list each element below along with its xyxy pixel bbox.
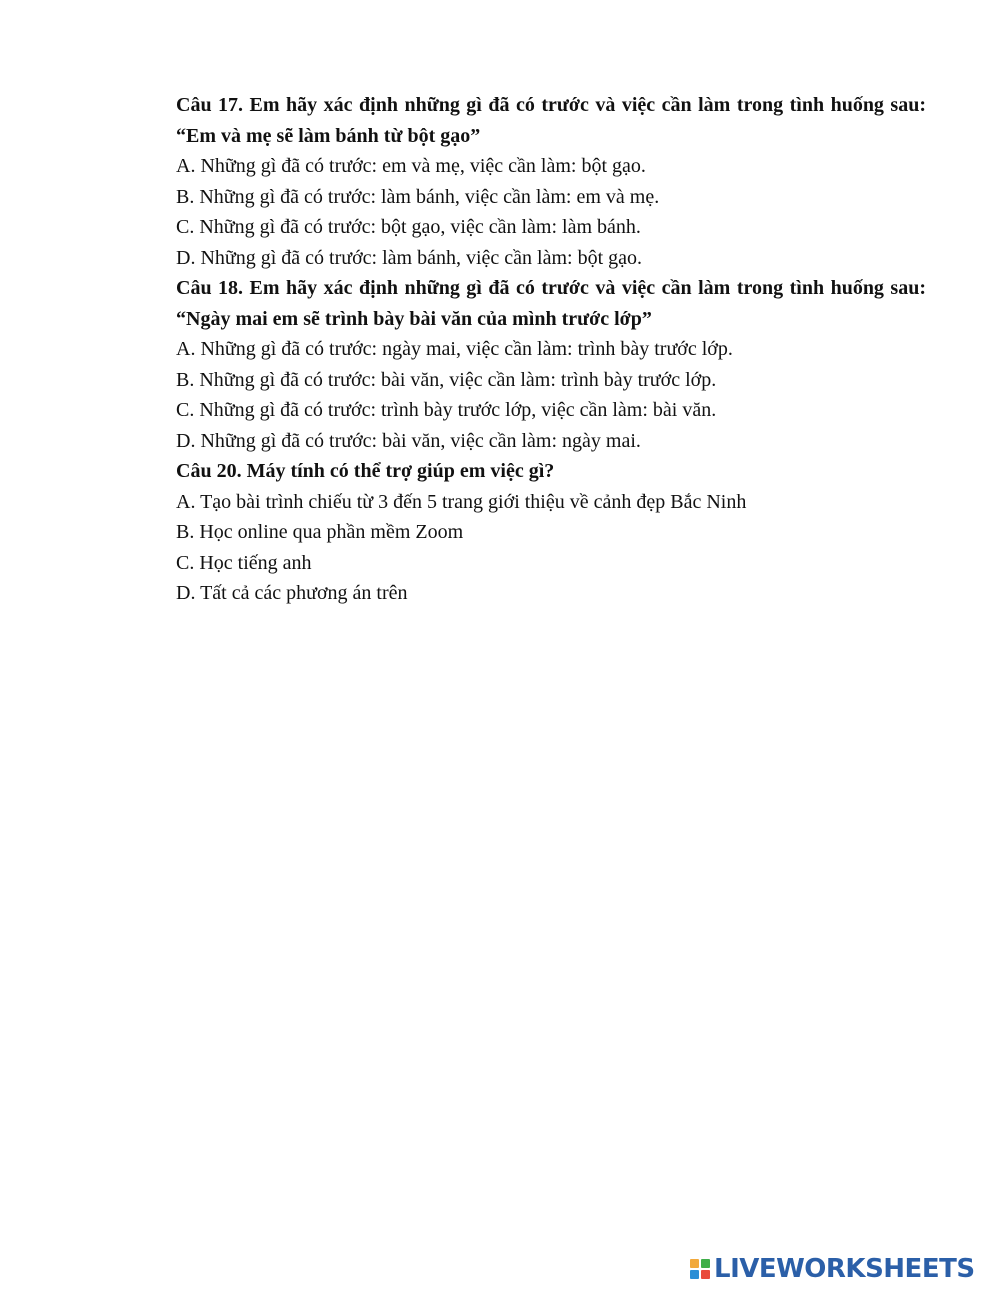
worksheet-page [176, 90, 926, 609]
option-d: D. Những gì đã có trước: làm bánh, việc cần làm: bột gạo. [176, 246, 643, 269]
logo-block [690, 1259, 699, 1268]
liveworksheets-logo [690, 1254, 975, 1284]
question-18 [176, 273, 926, 456]
option-a: A. Tạo bài trình chiếu từ 3 đến 5 trang giới thiệu về cảnh đẹp Bắc Ninh [176, 490, 747, 513]
logo-block [701, 1270, 710, 1279]
option-b: B. Những gì đã có trước: bài văn, việc cần làm: trình bày trước lớp. [176, 368, 717, 391]
option-b: B. Học online qua phần mềm Zoom [176, 521, 464, 543]
logo-block [701, 1259, 710, 1268]
option-a: A. Những gì đã có trước: ngày mai, việc cần làm: trình bày trước lớp. [176, 338, 733, 360]
logo-block [690, 1270, 699, 1279]
question-text: Câu 20. Máy tính có thể trợ giúp em việc gì? [176, 460, 555, 482]
option-c: C. Những gì đã có trước: bột gạo, việc cần làm: làm bánh. [176, 216, 641, 238]
logo-text: LIVEWORKSHEETS [714, 1254, 975, 1284]
question-20 [176, 456, 926, 609]
option-b: B. Những gì đã có trước: làm bánh, việc cần làm: em và mẹ. [176, 185, 660, 208]
logo-blocks-icon [690, 1259, 710, 1279]
option-c: C. Học tiếng anh [176, 551, 312, 574]
option-d: D. Tất cả các phương án trên [176, 582, 408, 604]
question-17 [176, 90, 926, 273]
question-text: Câu 18. Em hãy xác định những gì đã có trước và việc cần làm trong tình huống sau: “Ngày mai em sẽ trình bày bài văn của mình trước lớp” [176, 277, 926, 330]
question-text: Câu 17. Em hãy xác định những gì đã có trước và việc cần làm trong tình huống sau: “Em và mẹ sẽ làm bánh từ bột gạo” [176, 94, 926, 147]
option-d: D. Những gì đã có trước: bài văn, việc cần làm: ngày mai. [176, 429, 641, 452]
option-c: C. Những gì đã có trước: trình bày trước lớp, việc cần làm: bài văn. [176, 399, 717, 421]
option-a: A. Những gì đã có trước: em và mẹ, việc cần làm: bột gạo. [176, 155, 646, 177]
